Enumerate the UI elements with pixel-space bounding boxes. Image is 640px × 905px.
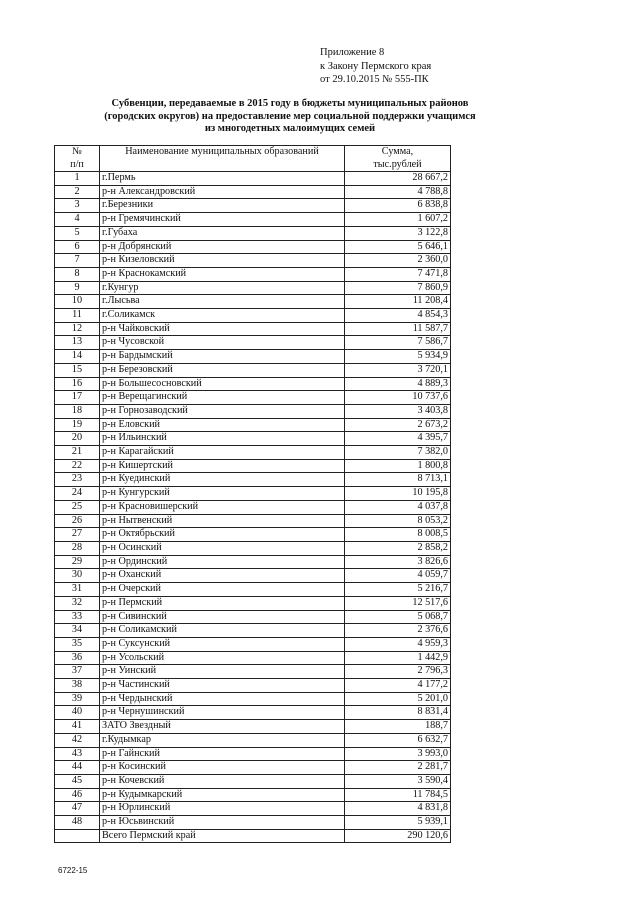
table-row [55, 665, 451, 679]
table-body [55, 172, 451, 830]
row-sum: 4 889,3 [345, 377, 451, 391]
row-sum: 3 403,8 [345, 404, 451, 418]
row-number: 15 [55, 363, 100, 377]
row-number: 10 [55, 295, 100, 309]
row-number: 47 [55, 802, 100, 816]
row-number: 41 [55, 720, 100, 734]
row-number: 35 [55, 637, 100, 651]
row-name: р-н Косинский [100, 761, 345, 775]
row-sum: 2 376,6 [345, 624, 451, 638]
row-sum: 4 177,2 [345, 679, 451, 693]
table-row [55, 541, 451, 555]
row-sum: 2 796,3 [345, 665, 451, 679]
row-number: 2 [55, 185, 100, 199]
subsidy-table [54, 145, 451, 843]
table-row [55, 720, 451, 734]
row-number: 5 [55, 226, 100, 240]
row-sum: 5 934,9 [345, 350, 451, 364]
table-row [55, 309, 451, 323]
row-sum: 3 122,8 [345, 226, 451, 240]
row-name: р-н Уинский [100, 665, 345, 679]
header-number-line1: № [72, 146, 82, 157]
row-number: 23 [55, 473, 100, 487]
table-row [55, 199, 451, 213]
row-number: 30 [55, 569, 100, 583]
row-name: р-н Кудымкарский [100, 788, 345, 802]
table-row [55, 336, 451, 350]
row-sum: 2 858,2 [345, 541, 451, 555]
table-row [55, 295, 451, 309]
row-number: 19 [55, 418, 100, 432]
row-sum: 5 201,0 [345, 692, 451, 706]
row-name: р-н Пермский [100, 596, 345, 610]
table-row [55, 679, 451, 693]
table-row [55, 172, 451, 186]
row-name: р-н Чердынский [100, 692, 345, 706]
table-row [55, 459, 451, 473]
table-row [55, 747, 451, 761]
row-sum: 4 854,3 [345, 309, 451, 323]
row-name: р-н Кунгурский [100, 487, 345, 501]
total-row [55, 829, 451, 843]
row-sum: 12 517,6 [345, 596, 451, 610]
row-name: р-н Усольский [100, 651, 345, 665]
row-name: р-н Ординский [100, 555, 345, 569]
row-name: ЗАТО Звездный [100, 720, 345, 734]
row-number: 26 [55, 514, 100, 528]
row-number: 21 [55, 446, 100, 460]
header-sum-line1: Сумма, [381, 146, 414, 157]
row-name: р-н Березовский [100, 363, 345, 377]
appendix-number: Приложение 8 [320, 47, 385, 58]
row-number: 39 [55, 692, 100, 706]
row-name: р-н Куединский [100, 473, 345, 487]
table-row [55, 432, 451, 446]
header-number [55, 146, 100, 172]
table-row [55, 706, 451, 720]
row-sum: 4 959,3 [345, 637, 451, 651]
table-row [55, 555, 451, 569]
row-name: р-н Юсьвинский [100, 816, 345, 830]
row-number: 36 [55, 651, 100, 665]
row-name: г.Березники [100, 199, 345, 213]
row-sum: 3 590,4 [345, 774, 451, 788]
table-row [55, 583, 451, 597]
row-name: р-н Оханский [100, 569, 345, 583]
table-row [55, 692, 451, 706]
row-name: р-н Горнозаводский [100, 404, 345, 418]
row-name: р-н Большесосновский [100, 377, 345, 391]
row-number: 1 [55, 172, 100, 186]
row-sum: 4 395,7 [345, 432, 451, 446]
row-name: р-н Нытвенский [100, 514, 345, 528]
row-number: 18 [55, 404, 100, 418]
row-number: 43 [55, 747, 100, 761]
row-name: р-н Бардымский [100, 350, 345, 364]
row-sum: 3 993,0 [345, 747, 451, 761]
table-row [55, 816, 451, 830]
footer-code: 6722-15 [58, 866, 88, 875]
header-number-line2: п/п [70, 158, 84, 170]
table-row [55, 733, 451, 747]
row-name: р-н Соликамский [100, 624, 345, 638]
row-sum: 5 216,7 [345, 583, 451, 597]
row-number: 24 [55, 487, 100, 501]
row-number: 31 [55, 583, 100, 597]
table-row [55, 500, 451, 514]
row-name: р-н Добрянский [100, 240, 345, 254]
row-name: г.Кунгур [100, 281, 345, 295]
row-sum: 1 607,2 [345, 213, 451, 227]
row-name: р-н Ильинский [100, 432, 345, 446]
row-sum: 5 068,7 [345, 610, 451, 624]
row-sum: 28 667,2 [345, 172, 451, 186]
row-name: р-н Чернушинский [100, 706, 345, 720]
table-row [55, 254, 451, 268]
row-number: 11 [55, 309, 100, 323]
row-sum: 7 382,0 [345, 446, 451, 460]
row-number: 40 [55, 706, 100, 720]
table-row [55, 226, 451, 240]
row-name: р-н Александровский [100, 185, 345, 199]
table-row [55, 802, 451, 816]
row-name: г.Кудымкар [100, 733, 345, 747]
table-row [55, 240, 451, 254]
row-sum: 11 208,4 [345, 295, 451, 309]
row-sum: 2 673,2 [345, 418, 451, 432]
total-label: Всего Пермский край [100, 829, 345, 843]
row-number: 13 [55, 336, 100, 350]
row-name: р-н Верещагинский [100, 391, 345, 405]
row-number: 37 [55, 665, 100, 679]
header-sum [345, 146, 451, 172]
header-name [100, 146, 345, 172]
row-number: 7 [55, 254, 100, 268]
appendix-law: к Закону Пермского края [320, 60, 432, 72]
table-row [55, 569, 451, 583]
row-sum: 5 646,1 [345, 240, 451, 254]
row-sum: 7 471,8 [345, 267, 451, 281]
table-row [55, 446, 451, 460]
title-line-1: Субвенции, передаваемые в 2015 году в бюджеты муниципальных районов [111, 98, 469, 109]
row-sum: 6 838,8 [345, 199, 451, 213]
row-number: 45 [55, 774, 100, 788]
row-name: г.Губаха [100, 226, 345, 240]
row-sum: 7 586,7 [345, 336, 451, 350]
appendix-date: от 29.10.2015 № 555-ПК [320, 74, 429, 85]
total-number-cell [55, 829, 100, 843]
header-name-text: Наименование муниципальных образований [125, 146, 319, 157]
row-sum: 4 831,8 [345, 802, 451, 816]
row-sum: 4 788,8 [345, 185, 451, 199]
row-number: 27 [55, 528, 100, 542]
document-title [60, 98, 520, 136]
table-row [55, 322, 451, 336]
table-row [55, 637, 451, 651]
row-name: р-н Сивинский [100, 610, 345, 624]
row-number: 8 [55, 267, 100, 281]
row-sum: 4 059,7 [345, 569, 451, 583]
row-name: р-н Суксунский [100, 637, 345, 651]
table-row [55, 774, 451, 788]
table-row [55, 596, 451, 610]
row-name: р-н Чусовской [100, 336, 345, 350]
row-number: 14 [55, 350, 100, 364]
row-sum: 10 737,6 [345, 391, 451, 405]
row-name: р-н Карагайский [100, 446, 345, 460]
row-sum: 10 195,8 [345, 487, 451, 501]
row-name: р-н Красновишерский [100, 500, 345, 514]
row-sum: 2 281,7 [345, 761, 451, 775]
row-name: г.Лысьва [100, 295, 345, 309]
table-row [55, 487, 451, 501]
row-number: 3 [55, 199, 100, 213]
appendix-header [320, 46, 431, 87]
row-number: 42 [55, 733, 100, 747]
row-number: 20 [55, 432, 100, 446]
row-number: 16 [55, 377, 100, 391]
row-name: р-н Частинский [100, 679, 345, 693]
row-name: р-н Кишертский [100, 459, 345, 473]
table-row [55, 185, 451, 199]
row-number: 32 [55, 596, 100, 610]
row-number: 25 [55, 500, 100, 514]
row-number: 29 [55, 555, 100, 569]
table-row [55, 404, 451, 418]
row-sum: 4 037,8 [345, 500, 451, 514]
row-sum: 6 632,7 [345, 733, 451, 747]
row-number: 4 [55, 213, 100, 227]
row-sum: 1 800,8 [345, 459, 451, 473]
row-name: р-н Осинский [100, 541, 345, 555]
row-name: р-н Юрлинский [100, 802, 345, 816]
table-row [55, 788, 451, 802]
row-name: р-н Гайнский [100, 747, 345, 761]
table-row [55, 363, 451, 377]
row-name: р-н Еловский [100, 418, 345, 432]
table-row [55, 651, 451, 665]
row-number: 22 [55, 459, 100, 473]
title-line-2: (городских округов) на предоставление мер социальной поддержки учащимся [104, 110, 476, 122]
row-sum: 3 826,6 [345, 555, 451, 569]
row-sum: 3 720,1 [345, 363, 451, 377]
table-row [55, 624, 451, 638]
header-sum-line2: тыс.рублей [373, 158, 422, 170]
total-sum: 290 120,6 [345, 829, 451, 843]
row-number: 48 [55, 816, 100, 830]
row-sum: 2 360,0 [345, 254, 451, 268]
row-name: р-н Очерский [100, 583, 345, 597]
table-row [55, 377, 451, 391]
row-sum: 5 939,1 [345, 816, 451, 830]
table-row [55, 514, 451, 528]
row-sum: 8 831,4 [345, 706, 451, 720]
title-line-3: из многодетных малоимущих семей [204, 123, 376, 134]
row-name: р-н Кочевский [100, 774, 345, 788]
row-name: р-н Чайковский [100, 322, 345, 336]
row-sum: 1 442,9 [345, 651, 451, 665]
row-name: р-н Гремячинский [100, 213, 345, 227]
row-name: г.Соликамск [100, 309, 345, 323]
table-header-row [55, 146, 451, 172]
row-number: 46 [55, 788, 100, 802]
row-number: 9 [55, 281, 100, 295]
row-number: 44 [55, 761, 100, 775]
table-row [55, 761, 451, 775]
row-sum: 188,7 [345, 720, 451, 734]
row-number: 38 [55, 679, 100, 693]
row-sum: 7 860,9 [345, 281, 451, 295]
table-row [55, 528, 451, 542]
row-name: р-н Краснокамский [100, 267, 345, 281]
row-sum: 8 008,5 [345, 528, 451, 542]
row-name: р-н Кизеловский [100, 254, 345, 268]
row-number: 12 [55, 322, 100, 336]
row-name: г.Пермь [100, 172, 345, 186]
row-number: 6 [55, 240, 100, 254]
table-row [55, 418, 451, 432]
table-row [55, 391, 451, 405]
row-sum: 11 784,5 [345, 788, 451, 802]
table-row [55, 281, 451, 295]
table-row [55, 267, 451, 281]
row-sum: 11 587,7 [345, 322, 451, 336]
table-row [55, 350, 451, 364]
row-name: р-н Октябрьский [100, 528, 345, 542]
row-sum: 8 053,2 [345, 514, 451, 528]
row-number: 28 [55, 541, 100, 555]
row-sum: 8 713,1 [345, 473, 451, 487]
row-number: 34 [55, 624, 100, 638]
row-number: 33 [55, 610, 100, 624]
table-row [55, 213, 451, 227]
row-number: 17 [55, 391, 100, 405]
table-row [55, 610, 451, 624]
table-row [55, 473, 451, 487]
